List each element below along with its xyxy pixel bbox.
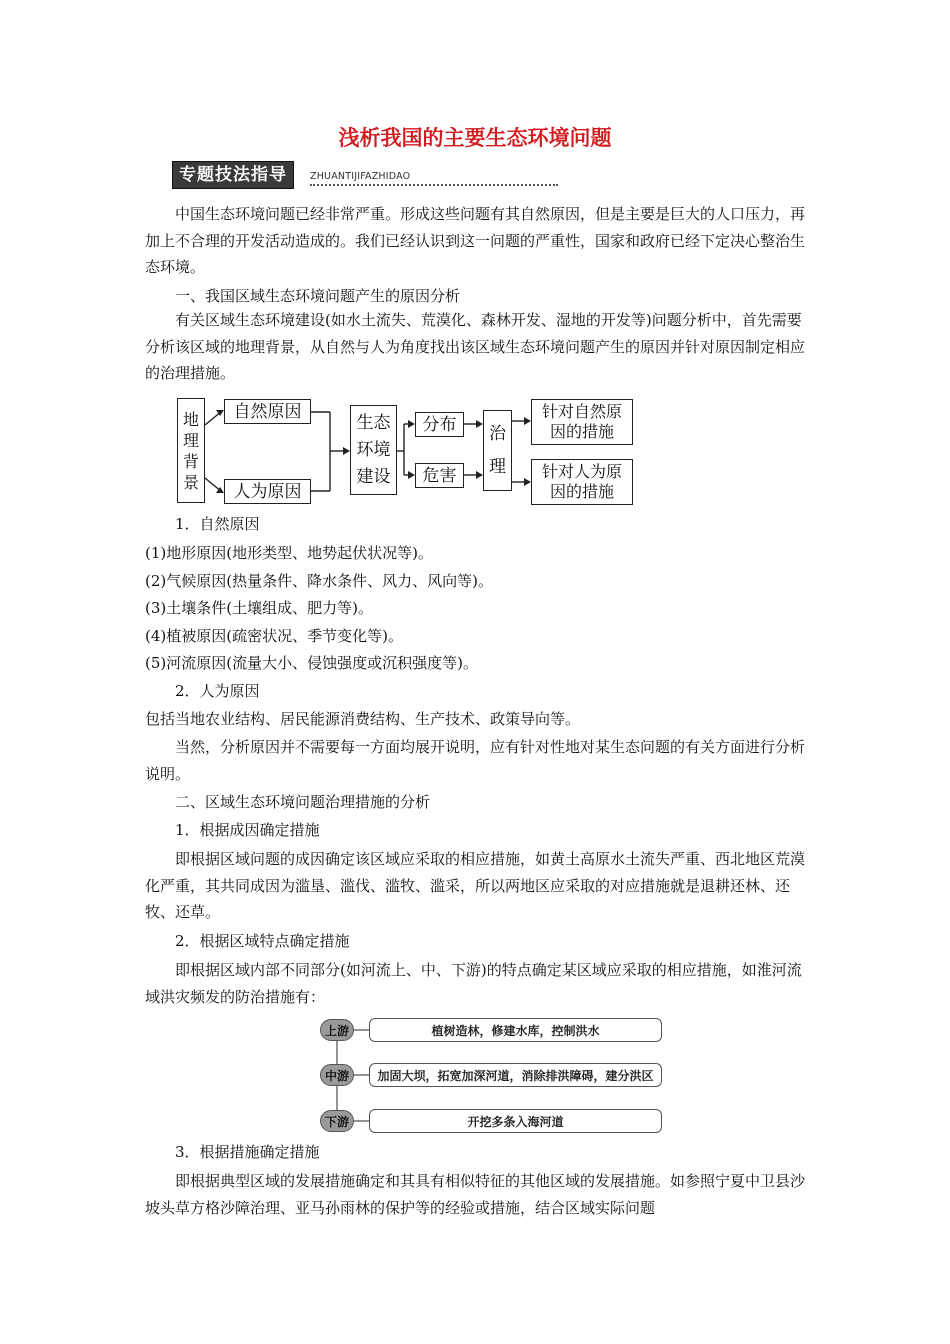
harm-box: 危害	[415, 463, 464, 488]
eco-construction-line3: 建设	[356, 466, 391, 487]
treatment-line1: 治	[489, 423, 506, 444]
human-measure-line1: 针对人为原	[541, 462, 622, 481]
natural-cause-item: (1)地形原因(地形类型、地势起伏状况等)。	[145, 544, 433, 562]
treatment-box	[483, 410, 512, 491]
natural-cause-box: 自然原因	[224, 399, 311, 424]
eco-construction-box	[350, 405, 397, 495]
human-cause-title: 2．人为原因	[175, 682, 260, 700]
natural-measure-line2: 因的措施	[549, 422, 614, 441]
eco-construction-line2: 环境	[356, 439, 391, 460]
intro-paragraph: 中国生态环境问题已经非常严重。形成这些问题有其自然原因，但是主要是巨大的人口压力，再加上不合理的开发活动造成的。我们已经认识到这一问题的严重性，国家和政府已经下定决心整治生态环境。	[145, 205, 806, 276]
geo-background-box	[177, 398, 205, 503]
measure-by-region-body: 即根据区域内部不同部分(如河流上、中、下游)的特点确定某区域应采取的相应措施，如淮河流域洪灾频发的防治措施有：	[145, 961, 802, 1006]
human-measure-box	[531, 459, 633, 505]
natural-measure-line1: 针对自然原	[541, 402, 622, 421]
measure-by-measure-title: 3．根据措施确定措施	[175, 1143, 320, 1161]
section1-heading: 一、我国区域生态环境问题产生的原因分析	[175, 287, 461, 305]
analysis-note: 当然，分析原因并不需要每一方面均展开说明，应有针对性地对某生态问题的有关方面进行分析说明。	[145, 738, 806, 783]
natural-cause-item: (5)河流原因(流量大小、侵蚀强度或沉积强度等)。	[145, 654, 478, 672]
banner-dotted-rule	[310, 184, 558, 186]
human-measure-line2: 因的措施	[549, 482, 614, 501]
lower-reach-label: 下游	[320, 1110, 354, 1132]
natural-measure-box	[531, 399, 633, 445]
measure-by-region-title: 2．根据区域特点确定措施	[175, 932, 350, 950]
geo-background-line2: 背景	[182, 451, 199, 492]
human-cause-body: 包括当地农业结构、居民能源消费结构、生产技术、政策导向等。	[145, 710, 581, 728]
banner-subtitle: ZHUANTIJIFAZHIDAO	[310, 171, 411, 182]
section2-heading: 二、区域生态环境问题治理措施的分析	[175, 793, 431, 811]
human-cause-box: 人为原因	[224, 479, 311, 504]
measure-by-cause-body: 即根据区域问题的成因确定该区域应采取的相应措施，如黄土高原水土流失严重、西北地区荒漠化严重，其共同成因为滥垦、滥伐、滥牧、滥采，所以两地区应采取的对应措施就是退耕还林、还牧、还草。	[145, 850, 806, 921]
eco-construction-line1: 生态	[356, 412, 391, 433]
distribution-box: 分布	[415, 412, 464, 437]
treatment-line2: 理	[489, 456, 506, 477]
measure-by-cause-title: 1．根据成因确定措施	[175, 821, 320, 839]
section1-body: 有关区域生态环境建设(如水土流失、荒漠化、森林开发、湿地的开发等)问题分析中，首先需要分析该区域的地理背景，从自然与人为角度找出该区域生态环境问题产生的原因并针对原因制定相应的治理措施。	[145, 311, 806, 382]
measure-by-measure-body: 即根据典型区域的发展措施确定和其具有相似特征的其他区域的发展措施。如参照宁夏中卫县沙坡头草方格沙障治理、亚马孙雨林的保护等的经验或措施，结合区域实际问题	[145, 1172, 806, 1217]
natural-cause-item: (2)气候原因(热量条件、降水条件、风力、风向等)。	[145, 572, 493, 590]
section-banner	[172, 161, 558, 189]
natural-cause-item: (3)土壤条件(土壤组成、肥力等)。	[145, 599, 373, 617]
middle-reach-label: 中游	[320, 1064, 354, 1086]
geo-background-line1: 地理	[182, 409, 199, 450]
natural-cause-item: (4)植被原因(疏密状况、季节变化等)。	[145, 627, 403, 645]
upper-reach-measure: 植树造林，修建水库，控制洪水	[369, 1018, 662, 1042]
page-title: 浅析我国的主要生态环境问题	[338, 126, 612, 150]
lower-reach-measure: 开挖多条入海河道	[369, 1109, 662, 1133]
banner-label: 专题技法指导	[172, 161, 294, 189]
upper-reach-label: 上游	[320, 1019, 354, 1041]
middle-reach-measure: 加固大坝，拓宽加深河道，消除排洪障碍，建分洪区	[369, 1063, 662, 1087]
natural-cause-title: 1．自然原因	[175, 515, 260, 533]
